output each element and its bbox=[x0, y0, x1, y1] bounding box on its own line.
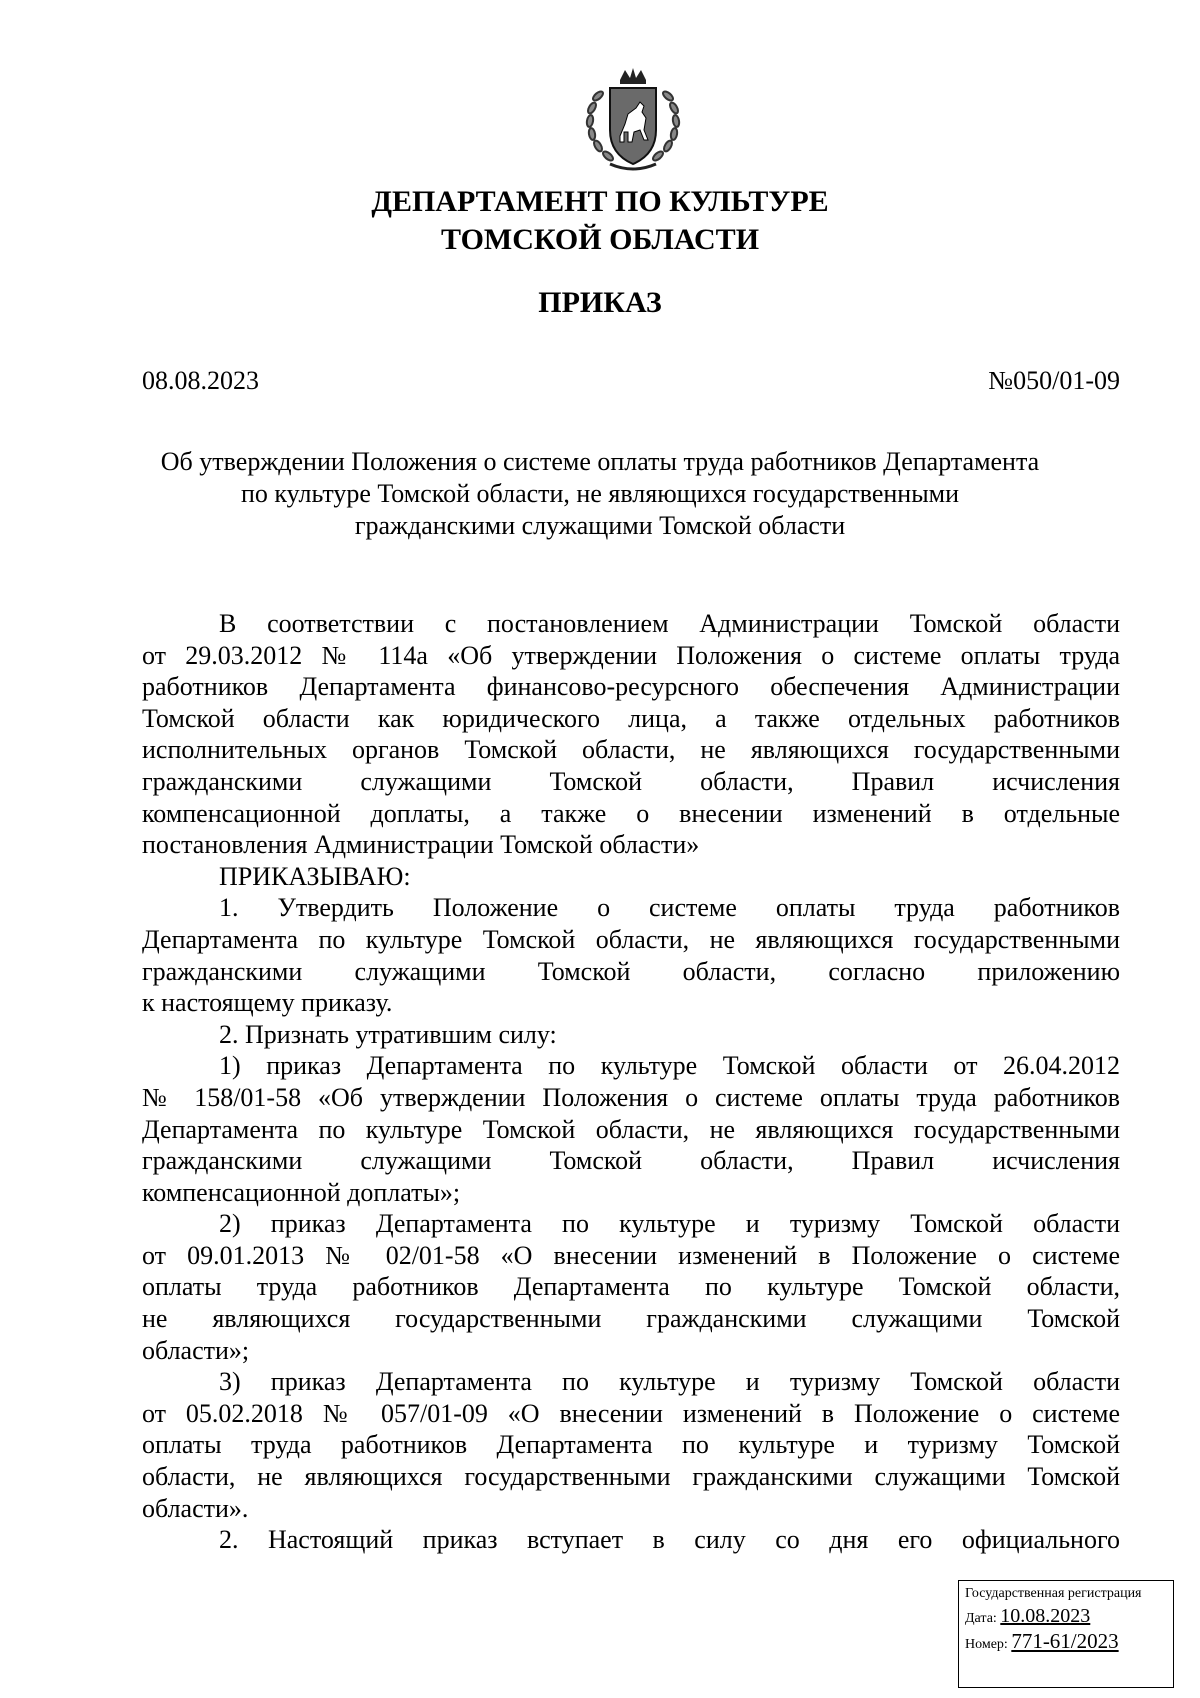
subject-line: Об утверждении Положения о системе оплаты труда работников Департамента bbox=[160, 447, 1040, 476]
body-line: № 158/01-58 «Об утверждении Положения о системе оплаты труда работников bbox=[142, 1082, 1120, 1112]
coat-of-arms-icon bbox=[570, 66, 696, 176]
subject-line: по культуре Томской области, не являющихся государственными bbox=[240, 479, 960, 508]
body-line: оплаты труда работников Департамента по культуре Томской области, bbox=[142, 1272, 1120, 1302]
department-title-line2: ТОМСКОЙ ОБЛАСТИ bbox=[440, 223, 760, 256]
order-date: 08.08.2023 bbox=[142, 366, 259, 395]
body-line: не являющихся государственными гражданскими служащими Томской bbox=[142, 1304, 1120, 1334]
subject-line: гражданскими служащими Томской области bbox=[354, 511, 846, 540]
order-number: №050/01-09 bbox=[988, 366, 1120, 395]
body-line: работников Департамента финансово-ресурсного обеспечения Администрации bbox=[142, 672, 1120, 702]
body-line: Департамента по культуре Томской области, не являющихся государственными bbox=[142, 1114, 1120, 1144]
body-line: исполнительных органов Томской области, не являющихся государственными bbox=[142, 735, 1120, 765]
body-line: к настоящему приказу. bbox=[142, 988, 393, 1018]
registration-date: 10.08.2023 bbox=[1000, 1605, 1091, 1627]
registration-stamp bbox=[958, 1580, 1174, 1688]
body-line: области, не являющихся государственными гражданскими служащими Томской bbox=[142, 1462, 1120, 1492]
document-type: ПРИКАЗ bbox=[538, 286, 662, 319]
body-line: постановления Администрации Томской области» bbox=[142, 830, 700, 860]
body-line: гражданскими служащими Томской области, Правил исчисления bbox=[142, 1146, 1120, 1176]
body-line: гражданскими служащими Томской области, согласно приложению bbox=[142, 956, 1120, 986]
registration-date-label: Дата: bbox=[965, 1611, 997, 1626]
body-line: Томской области как юридического лица, а также отдельных работников bbox=[142, 703, 1120, 733]
body-line: В соответствии с постановлением Администрации Томской области bbox=[219, 609, 1120, 638]
department-title-line1: ДЕПАРТАМЕНТ ПО КУЛЬТУРЕ bbox=[371, 185, 829, 218]
body-line: 2. Настоящий приказ вступает в силу со дня его официального bbox=[219, 1525, 1120, 1555]
registration-title: Государственная регистрация bbox=[965, 1586, 1142, 1601]
body-line-order-word: ПРИКАЗЫВАЮ: bbox=[219, 861, 411, 891]
registration-date-row bbox=[965, 1607, 1167, 1628]
body-line: от 09.01.2013 № 02/01-58 «О внесении изменений в Положение о системе bbox=[142, 1240, 1120, 1270]
body-line: 1. Утвердить Положение о системе оплаты труда работников bbox=[219, 893, 1120, 923]
registration-number-label: Номер: bbox=[965, 1637, 1008, 1652]
body-line: области». bbox=[142, 1493, 249, 1523]
body-line: компенсационной доплаты, а также о внесении изменений в отдельные bbox=[142, 798, 1120, 828]
body-line: 3) приказ Департамента по культуре и туризму Томской области bbox=[219, 1367, 1120, 1397]
body-line: 2. Признать утратившим силу: bbox=[219, 1019, 557, 1049]
body-line: Департамента по культуре Томской области, не являющихся государственными bbox=[142, 924, 1120, 954]
body-line: 2) приказ Департамента по культуре и туризму Томской области bbox=[219, 1209, 1120, 1239]
body-line: компенсационной доплаты»; bbox=[142, 1177, 461, 1207]
order-subject bbox=[120, 446, 1080, 542]
registration-number-row bbox=[965, 1629, 1167, 1654]
body-line: от 29.03.2012 № 114а «Об утверждении Положения о системе оплаты труда bbox=[142, 640, 1120, 670]
registration-number: 771-61/2023 bbox=[1011, 1629, 1119, 1653]
body-line: области»; bbox=[142, 1335, 250, 1365]
body-line: оплаты труда работников Департамента по культуре и туризму Томской bbox=[142, 1430, 1120, 1460]
body-line: гражданскими служащими Томской области, Правил исчисления bbox=[142, 766, 1120, 796]
order-body bbox=[142, 608, 1120, 1556]
body-line: 1) приказ Департамента по культуре Томской области от 26.04.2012 bbox=[219, 1051, 1120, 1081]
body-line: от 05.02.2018 № 057/01-09 «О внесении изменений в Положение о системе bbox=[142, 1398, 1120, 1428]
